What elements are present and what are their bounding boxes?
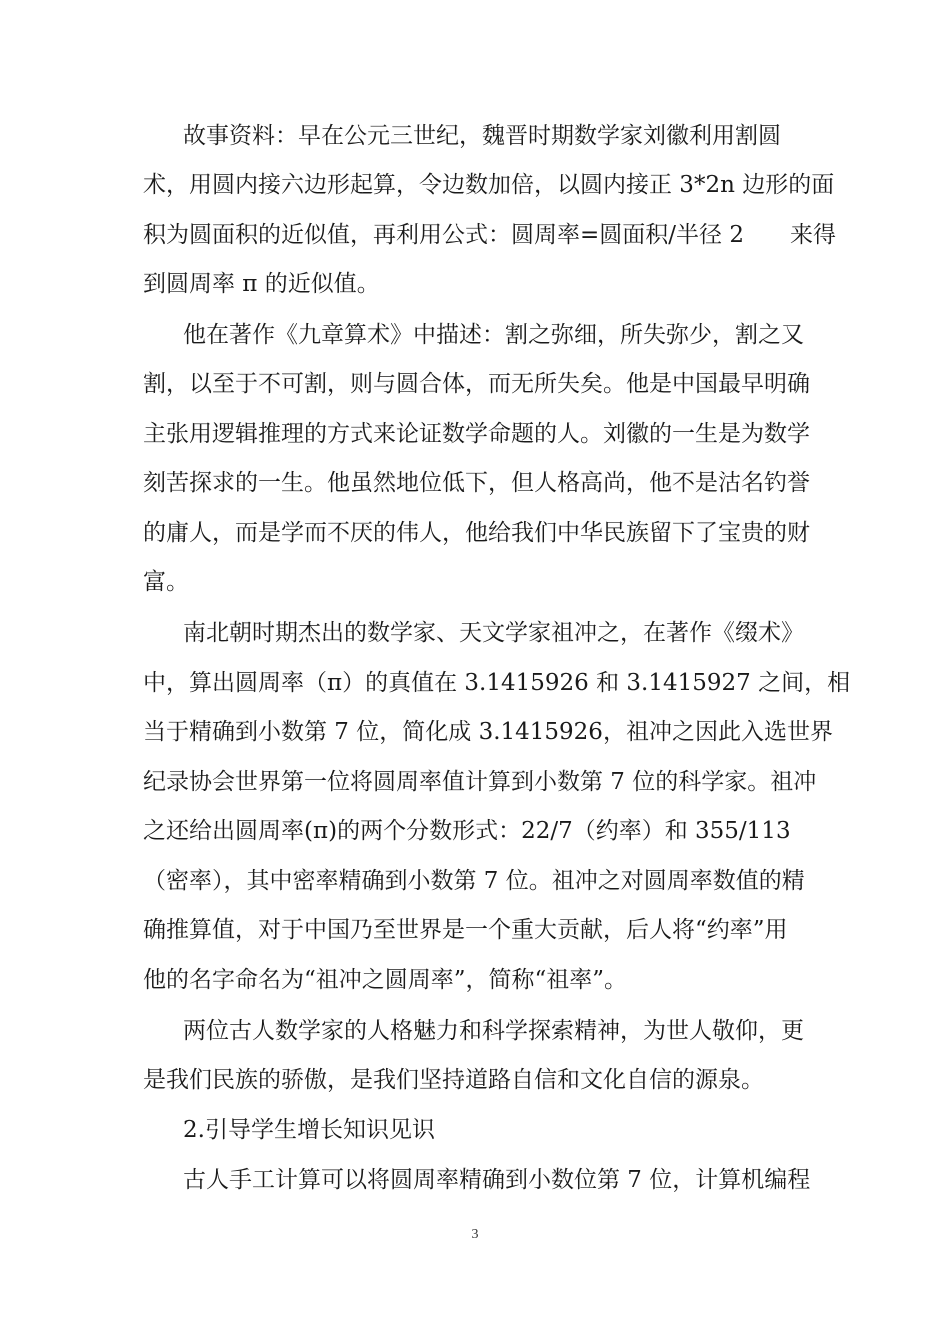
section-heading: 2.引导学生增长知识见识	[183, 1117, 435, 1143]
paragraph-2-line-2: 割，以至于不可割，则与圆合体，而无所失矣。他是中国最早明确	[143, 371, 810, 397]
paragraph-3-line-7: 确推算值，对于中国乃至世界是一个重大贡献，后人将“约率”用	[143, 917, 788, 943]
paragraph-3-line-3: 当于精确到小数第 7 位，简化成 3.1415926，祖冲之因此入选世界	[143, 719, 833, 745]
paragraph-1-line-2: 术，用圆内接六边形起算，令边数加倍，以圆内接正 3*2n 边形的面	[143, 172, 835, 198]
paragraph-2-line-4: 刻苦探求的一生。他虽然地位低下，但人格高尚，他不是沽名钓誉	[143, 470, 810, 496]
paragraph-2-line-1: 他在著作《九章算术》中描述：割之弥细，所失弥少，割之又	[183, 322, 804, 348]
paragraph-2-line-5: 的庸人，而是学而不厌的伟人，他给我们中华民族留下了宝贵的财	[143, 520, 810, 546]
paragraph-3-line-2: 中，算出圆周率（π）的真值在 3.1415926 和 3.1415927 之间，相	[143, 670, 851, 696]
paragraph-3-line-6: （密率），其中密率精确到小数第 7 位。祖冲之对圆周率数值的精	[143, 868, 805, 894]
paragraph-3-line-5: 之还给出圆周率(π)的两个分数形式：22/7（约率）和 355/113	[143, 818, 791, 844]
paragraph-4-line-1: 两位古人数学家的人格魅力和科学探索精神，为世人敬仰，更	[183, 1018, 804, 1044]
paragraph-2-line-6: 富。	[143, 569, 189, 595]
page-number: 3	[471, 1227, 479, 1242]
paragraph-1-line-1: 故事资料：早在公元三世纪，魏晋时期数学家刘徽利用割圆	[183, 123, 781, 149]
paragraph-3-line-4: 纪录协会世界第一位将圆周率值计算到小数第 7 位的科学家。祖冲	[143, 769, 817, 795]
paragraph-3-line-8: 他的名字命名为“祖冲之圆周率”，简称“祖率”。	[143, 967, 628, 993]
paragraph-1-line-3: 积为圆面积的近似值，再利用公式：圆周率=圆面积/半径 2 来得	[143, 222, 836, 248]
paragraph-4-line-2: 是我们民族的骄傲，是我们坚持道路自信和文化自信的源泉。	[143, 1067, 764, 1093]
paragraph-1-line-4: 到圆周率 π 的近似值。	[143, 271, 380, 297]
paragraph-2-line-3: 主张用逻辑推理的方式来论证数学命题的人。刘徽的一生是为数学	[143, 421, 810, 447]
paragraph-3-line-1: 南北朝时期杰出的数学家、天文学家祖冲之，在著作《缀术》	[183, 620, 804, 646]
paragraph-5-line-1: 古人手工计算可以将圆周率精确到小数位第 7 位，计算机编程	[183, 1167, 811, 1193]
